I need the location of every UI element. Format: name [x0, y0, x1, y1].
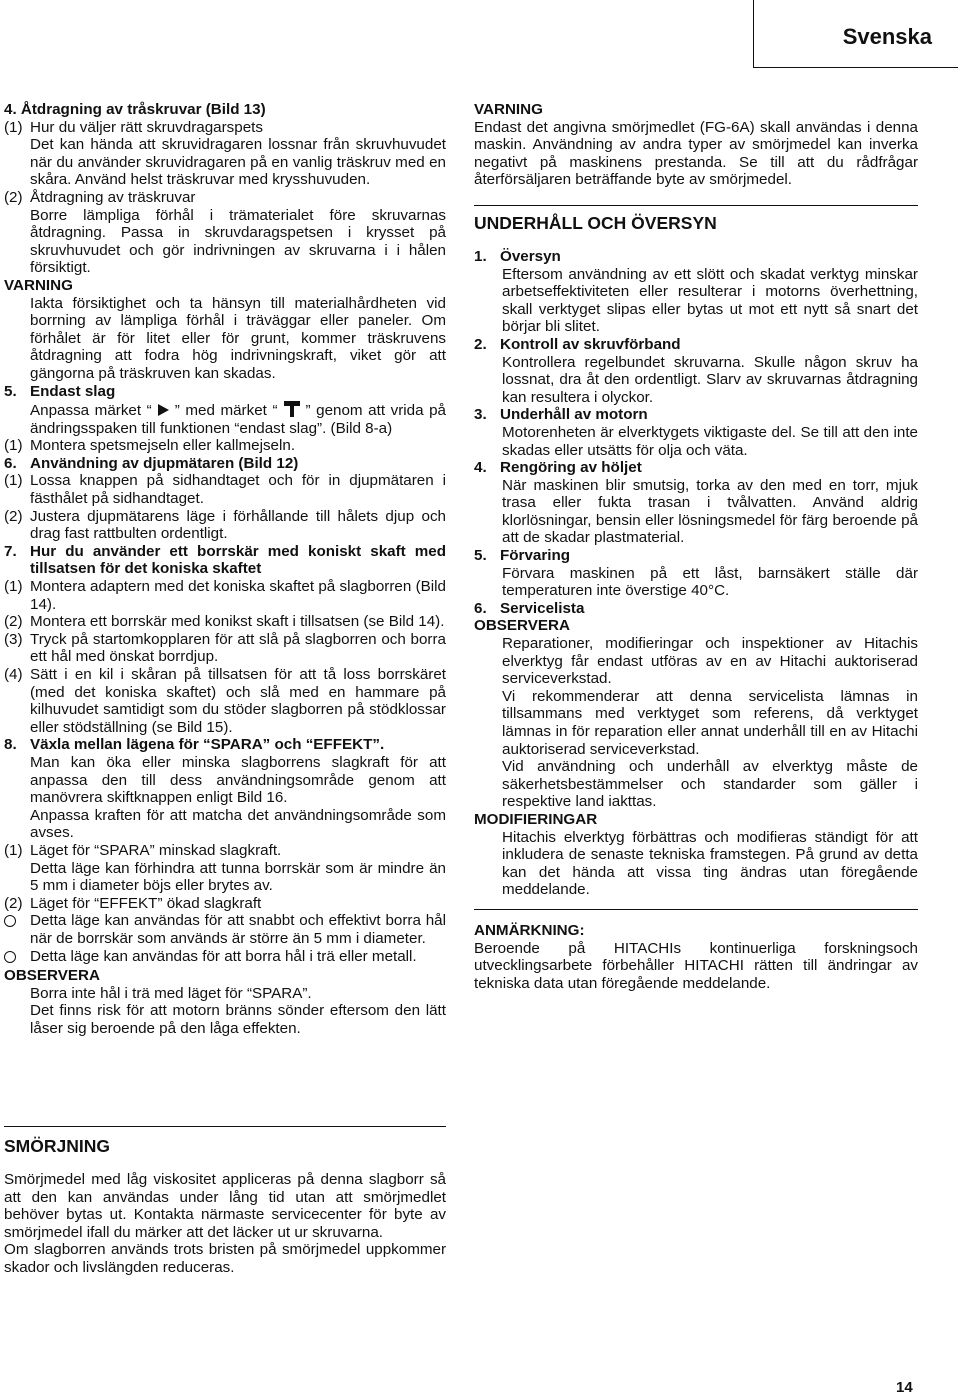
section-6-title: Användning av djupmätaren (Bild 12): [30, 454, 299, 472]
section-7-1: (1) Montera adaptern med det koniska skaftet på slagborren (Bild 14).: [4, 578, 446, 613]
section-7: 7. Hur du använder ett borrskär med koniskt skaft med tillsatsen för det koniska skaftet: [4, 542, 446, 578]
language-label: Svenska: [842, 24, 932, 49]
modifications-label: MODIFIERINGAR: [474, 810, 598, 828]
arrow-triangle-icon: [158, 404, 169, 416]
lubrication-text-1: Smörjmedel med låg viskositet appliceras på denna slagborr så att den kan användas under lång tid utan att smörjmedlet behöver bytas ut. Kontakta närmaste servicecenter för byte av smörjmedel ifall du märker att det läcker ut ur skruvarna.: [4, 1171, 446, 1241]
section-8-1: (1) Läget för “SPARA” minskad slagkraft.: [4, 841, 282, 859]
right-observera-text-2: Vi rekommenderar att denna servicelista lämnas in tillsammans med verktyget som referens, då verktyget lämnas in för reparation eller annat underhåll till en av Hitachi auktoriserad serviceverkstad.: [502, 687, 918, 758]
section-8-text-2: Anpassa kraften för att matcha det användningsområde som avses.: [30, 806, 446, 842]
right-observera-label: OBSERVERA: [474, 617, 570, 635]
right-observera-text-3: Vid användning och underhåll av elverktyg måste de säkerhetsbestämmelser och standarder som gäller i respektive land iakttas.: [502, 758, 918, 811]
maint-1-text: Eftersom användning av ett slött och skadat verktyg minskar arbetseffektiviteten eller resulterar i motorns överhettning, skall verktyget slipas eller bytas ut mot ett nytt så snart det börjar bli slitet.: [502, 265, 918, 336]
observera-text-2: Det finns risk för att motorn bränns sönder eftersom den lätt låser sig beroende på den låga effekten.: [30, 1002, 446, 1037]
section-8-title: Växla mellan lägena för “SPARA” och “EFFEKT”.: [30, 736, 385, 754]
section-5-text: Anpassa märket “ ” med märket “ ” genom att vrida på ändringsspaken till funktionen “endast slag”. (Bild 8-a): [30, 402, 446, 437]
section-4-title: 4. Åtdragning av tråskruvar (Bild 13): [4, 101, 266, 118]
section-4-2: (2) Åtdragning av träskruvar: [4, 189, 446, 207]
right-observera-text-1: Reparationer, modifieringar och inspektioner av Hitachis elverktyg får endast utföras av en av Hitachi auktoriserad serviceverkstad.: [502, 635, 918, 688]
section-8-text-1: Man kan öka eller minska slagborrens slagkraft för att anpassa den till dess användningsområde genom att manövrera skiftknappen enligt Bild 16.: [30, 753, 446, 807]
maint-2-text: Kontrollera regelbundet skruvarna. Skulle någon skruv ha lossnat, dra åt den ordentligt. Slarv av skruvarnas åtdragning kan resultera i olyckor.: [502, 353, 918, 406]
language-tab: [753, 0, 958, 68]
section-4-1-title: Hur du väljer rätt skruvdragarspets: [30, 118, 263, 136]
maint-2: 2. Kontroll av skruvförband: [474, 335, 681, 353]
note-divider: [474, 909, 918, 992]
observera-label: OBSERVERA: [4, 967, 100, 985]
right-column: [474, 101, 918, 992]
section-8-2-bullet-2: Detta läge kan användas för att borra hål i trä eller metall.: [4, 948, 446, 968]
note-label: ANMÄRKNING:: [474, 921, 585, 939]
section-4-2-text: Borre lämpliga förhål i trämaterialet före skruvarnas åtdragning. Passa in skruvdaragspetsen i krysset på skruvhuvudet och gör indrivningen av skruvarna i i hålen försiktigt.: [30, 206, 446, 277]
observera-text-1: Borra inte hål i trä med läget för “SPARA”.: [30, 984, 312, 1002]
warning-text: Iakta försiktighet och ta hänsyn till materialhårdheten vid borrning av lämpliga förhål i träväggar eller paneler. Om förhålet är för litet eller för grunt, kommer träskruvens åtdragning att fodra hög indrivningskraft, viket gör att gängorna på träskruven kan skadas.: [30, 294, 446, 382]
section-6-2: (2) Justera djupmätarens läge i förhållande till hålets djup och drag fast rattbulten ordentligt.: [4, 507, 446, 543]
section-7-4: (4) Sätt i en kil i skåran på tillsatsen för att tå loss borrskäret (med det koniska skaftet) och slå med en hammare på kilhuvudet samtidigt som du stöder slagborren på stödklossar eller stödställning (se Bild 15).: [4, 666, 446, 736]
section-7-3: (3) Tryck på startomkopplaren för att slå på slagborren och borra ett hål med önskat borrdjup.: [4, 630, 446, 666]
note-text: Beroende på HITACHIs kontinuerliga forskningsoch utvecklingsarbete förbehåller HITACHI rätten till ändringar av tekniska data utan föregående meddelande.: [474, 939, 918, 992]
section-4-2-title: Åtdragning av träskruvar: [30, 188, 196, 206]
section-4-1-text: Det kan hända att skruvidragaren lossnar från skruvhuvudet när du använder skruvidragaren på en vanlig träskruv med en skåra. Använd helst träskruvar med krysshuvuden.: [30, 136, 446, 189]
modifications-text: Hitachis elverktyg förbättras och modifieras ständigt för att inkludera de senaste tekniska framstegen. På grund av detta kan det hända att vissa ting ändras utan föregående meddelande.: [502, 828, 918, 899]
maint-5-text: Förvara maskinen på ett låst, barnsäkert ställe där temperaturen inte överstige 40°C.: [502, 564, 918, 600]
section-8: 8. Växla mellan lägena för “SPARA” och “EFFEKT”.: [4, 736, 446, 754]
lubrication-title: SMÖRJNING: [4, 1126, 446, 1157]
section-6: 6. Användning av djupmätaren (Bild 12): [4, 455, 446, 473]
maint-6: 6. Servicelista: [474, 599, 585, 617]
section-7-2: (2) Montera ett borrskär med konikst skaft i tillsatsen (se Bild 14).: [4, 613, 445, 631]
section-8-2: (2) Läget för “EFFEKT” ökad slagkraft: [4, 894, 262, 912]
section-4-1: (1) Hur du väljer rätt skruvdragarspets: [4, 119, 446, 137]
maint-4: 4. Rengöring av höljet: [474, 459, 642, 477]
maint-3: 3. Underhåll av motorn: [474, 406, 648, 424]
section-5-title: Endast slag: [30, 382, 116, 400]
section-5: 5. Endast slag: [4, 383, 446, 401]
section-8-1-text-2: Detta läge kan förhindra att tunna borrskär som är mindre än 5 mm i diameter böjs eller brytes av.: [30, 859, 446, 895]
left-column: [4, 101, 446, 1037]
section-6-1: (1) Lossa knappen på sidhandtaget och för in djupmätaren i fästhålet på sidhandtaget.: [4, 472, 446, 508]
circle-mode-icon: [4, 951, 16, 963]
circle-mode-icon: [4, 915, 16, 927]
lubrication-section: [4, 1126, 446, 1277]
maint-4-text: När maskinen blir smutsig, torka av den med en torr, mjuk trasa eller fukta trasan i tvålvatten. Använd aldrig klorlösningar, bensin eller lösningsmedel för färg beroende på att de skadar plastmaterial.: [502, 476, 918, 547]
page-number: 14: [896, 1379, 913, 1396]
warning-label: VARNING: [4, 276, 73, 294]
right-warning-label: VARNING: [474, 101, 543, 118]
section-7-title: Hur du använder ett borrskär med koniskt skaft med tillsatsen för det koniska skaftet: [30, 542, 446, 578]
lubrication-text-2: Om slagborren används trots bristen på smörjmedel uppkommer skador och livslängden reduceras.: [4, 1241, 446, 1276]
section-8-2-bullet-1: Detta läge kan användas för att snabbt och effektivt borra hål när de borrskär som används är större än 5 mm i diameter.: [4, 912, 446, 947]
maint-1: 1. Översyn: [474, 247, 561, 265]
maint-5: 5. Förvaring: [474, 547, 571, 565]
maintenance-title: UNDERHÅLL OCH ÖVERSYN: [474, 205, 918, 234]
section-5-1: (1) Montera spetsmejseln eller kallmejseln.: [4, 437, 296, 455]
hammer-icon: [282, 400, 302, 418]
maint-3-text: Motorenheten är elverktygets viktigaste del. Se till att den inte skadas eller utsätts för olja och väta.: [502, 423, 918, 459]
right-warning-text: Endast det angivna smörjmedlet (FG-6A) skall användas i denna maskin. Användning av andra typer av smörjmedel kan inverka negativt på maskinens prestanda. Se till att du rådfrågar återförsäljaren beträffande byte av smörjmedel.: [474, 118, 918, 189]
